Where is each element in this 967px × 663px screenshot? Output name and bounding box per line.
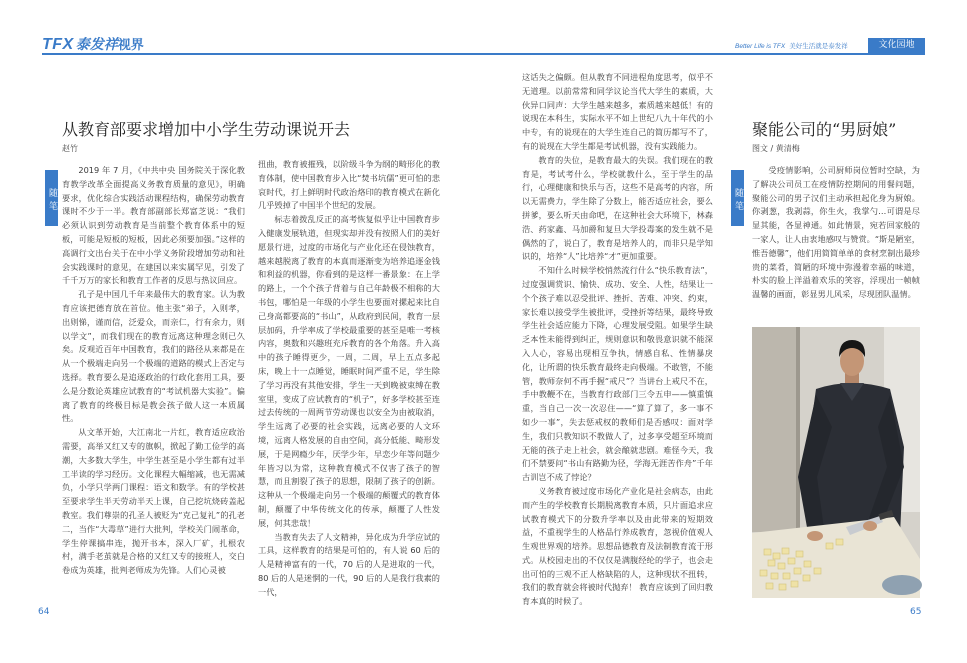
photo-potato-cube	[782, 548, 789, 554]
paragraph: 从文革开始，大江南北一片红，教育适应政治需要，高举又红又专的旗帜，掀起了勤工俭学的高潮，大多数大学生，中学生甚至是小学生都有过半工半读的学习经历。文化课程大幅缩减，也无需减负，小学只学两门课程：语文和数学。有的学校甚至要求学生半天劳动半天上课，自己挖坑烧砖盖起教室。我们尊崇的孔圣人被贬为“克己复礼”的孔老二，当作“大毒草”进行大批判，学校关门闹革命，学生停课搞串连，抛开书本，深入厂矿，扎根农村，满手老茧就是合格的又红又专的接班人，交白卷成为英雄，批判老师成为先锋。人们心灵被	[62, 427, 245, 576]
article-photo	[752, 327, 920, 598]
photo-door	[752, 327, 798, 532]
paragraph: 不知什么时候学校悄然流行什么“快乐教育法”，过度强调赏识、愉快、成功、安全、人性，结果让一个个孩子难以忍受批评、挫折、苦难、冲突、约束，家长难以接受学生被批评，受挫折等结果，最终导致学生社会适应能力下降，心理发展受阻。如果学生缺乏本性未能得到纠正，规则意识和敬畏意识就不能深入人心，容易出现相互争执，情感自私、性情暴戾化，让所谓的快乐教育最终走向极端。不敢管，不能管，教师奈何不再手握“戒尺”？当讲台上戒尺不在，手中教鞭不在，当教育行政部门三令五申——慎重慎重，当自己一次一次忍住——“算了算了，多一事不如少一事”，失去惩戒权的教师们是否感叹：面对学生，我们只教知识不教做人了，过多享受超至环境而无能的孩子走上社会，就会酿就悲剧。难怪今天，我们不禁要问“书山有路勤为径，学海无涯苦作舟”千年古训岂不成了悖论？	[522, 265, 713, 483]
photo-bowl	[882, 575, 922, 595]
photo-potato-cube	[804, 561, 811, 567]
left-article-column-2	[258, 158, 440, 596]
logo-name: 泰发祥	[75, 37, 118, 53]
photo-potato-cube	[796, 551, 803, 557]
left-article-column-1	[62, 164, 245, 596]
paragraph: 孔子是中国几千年来最伟大的教育家。认为教育应该把德育放在首位。他主张“弟子，入则孝，出则悌，谨而信，泛爱众，而亲仁，行有余力，则以学文”，而我们现在的教育远离这种理念则已久矣。反观近百年中国教育，我们的路径从来都是在从一个极端走向另一个极端的道路的模式上否定与选择。教育要么是追逐政治的行政化套用工具，要么是分数论英雄应试教育的“考试机器大实验”。偏离了教育的终极目标是教会孩子做人这一本质属性。	[62, 289, 245, 424]
photo-man-cooking	[752, 327, 920, 598]
paragraph-continued: 扭曲，教育被摧残，以阶级斗争为纲的畸形化的教育体制，使中国教育步入比“焚书坑儒”更可怕的悲哀时代，打上鲜明时代政治烙印的教育模式在新化几乎毁掉了中国半个世纪的发展。	[258, 159, 440, 211]
right-article-author: 图文 / 黄清梅	[752, 144, 800, 153]
photo-potato-cube	[768, 560, 775, 566]
left-category-tab: 随笔	[45, 170, 58, 226]
paragraph: 受疫情影响，公司厨师岗位暂时空缺，为了解决公司员工在疫情防控期间的用餐问题，聚能公司的男子汉们主动承担起化身为厨娘。你剥葱，我剥蒜，你生火，我掌勺…可谓是尽显其能，各显神通。如此情景，宛若回家般的一家人，让人由衷地感叹与赞赏。“斯是陋室，惟吾德馨”，他们用简简单单的食材烹制出最珍贵的菜肴，简陋的环境中弥漫着幸福的味道，朴实的脸上洋溢着欢乐的笑容，浮现出一帧帧温馨的画面，彰显男儿风采，尽现团队温情。	[752, 165, 920, 300]
left-article-column-3	[522, 71, 713, 607]
photo-potato-cube	[783, 573, 790, 579]
logo-suffix: 视界	[117, 38, 144, 53]
photo-potato-cube	[826, 543, 833, 549]
page-number-right: 65	[910, 607, 922, 617]
right-article-title: 聚能公司的“男厨娘”	[752, 120, 897, 139]
photo-door-frame	[796, 327, 800, 532]
header-divider	[42, 53, 925, 55]
paragraph: 当教育失去了人文精神，异化成为升学应试的工具，这样教育的结果是可怕的，有人说 60 后的人是精神富有的一代，70 后的人是进取的一代，80 后的人是迷惘的一代，90 后的人是我行我素的一代，	[258, 531, 440, 597]
photo-potato-cube	[794, 568, 801, 574]
page-number-left: 64	[38, 607, 50, 617]
photo-potato-cube	[803, 575, 810, 581]
photo-man-right-hand	[863, 521, 877, 531]
photo-potato-cube	[773, 553, 780, 559]
photo-potato-cube	[771, 573, 778, 579]
paragraph: 教育的失位，是教育最大的失误。我们现在的教育是，考试考什么，学校就教什么，至于学生的品行，心理健康和快乐与否，这些不是高考的内容，所以无需费力，学生除了分数上，能否适应社会，要么拼爹，要么听天由命吧，在这种社会大环境下，林森浩、药家鑫、马加爵和复旦大学投毒案的发生就不是偶然的了，说白了，教育是培养人的，而非只是学知识的，培养“人”比培养“才”更加重要。	[522, 154, 713, 262]
photo-potato-cube	[788, 558, 795, 564]
header-slogan	[735, 41, 848, 52]
slogan-chinese: 美好生活就是泰发祥	[789, 42, 848, 50]
right-article-column	[752, 164, 920, 316]
left-article-title: 从教育部要求增加中小学生劳动课说开去	[62, 120, 351, 139]
magazine-logo	[42, 35, 144, 53]
photo-potato-cube	[778, 563, 785, 569]
paragraph: 标志着拨乱反正的高考恢复似乎让中国教育步入健康发展轨道，但现实却并没有按照人们的美好愿景行进，过度的市场化与产业化还在侵蚀教育，越来越脱离了教育的本真而逐渐变为培养追逐金钱和利益的机器，你看到的是这样一番景象：在上学的路上，一个个孩子背着与自己年龄极不相称的大书包，哪怕是一年级的小学生也要面对摞起来比自己身高都要高的“书山”，从政府到民间，教育一层层加码，升学率成了学校最重要的甚至是唯一考核内容，奥数和兴趣班充斥教育的各个角落。升入高中的孩子睡得更少，一周，二周，早上五点多起床，晚上十一点睡觉，睡眠时间严重不足，学生除了学习再没有其他安排，学生一天到晚被束缚在教室里，变成了应试教育的“机子”，好多学校甚至连过去传统的一周两节劳动课也以安全为由被取消，学生远离了必要的社会实践，远离必要的人文环境，远离人格发展的自由空间，高分低能、畸形发展，于是网瘾少年，厌学少年，早恋少年等问题少年皆习以为常，这种教育模式不仅害了孩子的智慧，而且割裂了孩子的思想，限制了孩子的创新。这种从一个极端走向另一个极端的颠覆式的教育体制，颠覆了中华传统文化的传承，颠覆了人性发展，何其悲哉！	[258, 214, 440, 528]
slogan-english: Better Life is TFX	[735, 43, 786, 50]
paragraph: 2019 年 7 月，《中共中央 国务院关于深化教育教学改革全面提高义务教育质量的意见》，明确要求，优化综合实践活动课程结构，确保劳动教育课时不少于一半。教育部副部长郑富芝说：“我们必须认识到劳动教育是当前整个教育体系中的短板，可能是短板的短板，因此必须要加强。”这样的高调行文出台关于在中小学义务阶段增加劳动和社会实践课时的意见，在建国以来实属罕见，引发了千千万万的家长和教育工作者的反思与热议回应。	[62, 165, 245, 286]
photo-potato-cube	[779, 584, 786, 590]
left-article-author: 赵竹	[62, 144, 78, 153]
photo-potato-cube	[791, 581, 798, 587]
photo-man-left-hand	[807, 531, 823, 541]
paragraph: 义务教育被过度市场化产业化是社会病态，由此而产生的学校教育长期脱离教育本质，只片面追求应试教育模式下的分数升学率以及由此带来的短期效益，不重视学生的人格品行养成教育，忽视价值观人生观世界观的培养。思想品德教育及法制教育流于形式。从校园走出的不仅仅是满腹经纶的学子，也会走出可怕的三观不正人格缺陷的人，这种现状不扭转，我们的教育就会将被时代抛弃！ 教育应该到了回归教育本真的时候了。	[522, 485, 713, 607]
section-label: 文化园地	[868, 38, 925, 53]
photo-potato-cube	[836, 539, 843, 545]
photo-potato-cube	[766, 583, 773, 589]
logo-brand: TFX	[42, 36, 74, 53]
photo-potato-cube	[814, 568, 821, 574]
photo-potato-cube	[760, 570, 767, 576]
photo-potato-cube	[764, 549, 771, 555]
paragraph-continued: 这话失之偏颇。但从教育不同进程角度思考，似乎不无道理。以前常常和同学议论当代大学生的素质，大伙异口同声：大学生越来越多，素质越来越低！有的说现在本科生，实际水平不如上世纪八九十年代的小中专，有的说现在的大学生连自己的简历都写不了，有的说现在大学生都是考试机器，没有实践能力。	[522, 72, 713, 151]
right-category-tab: 随笔	[731, 170, 744, 226]
